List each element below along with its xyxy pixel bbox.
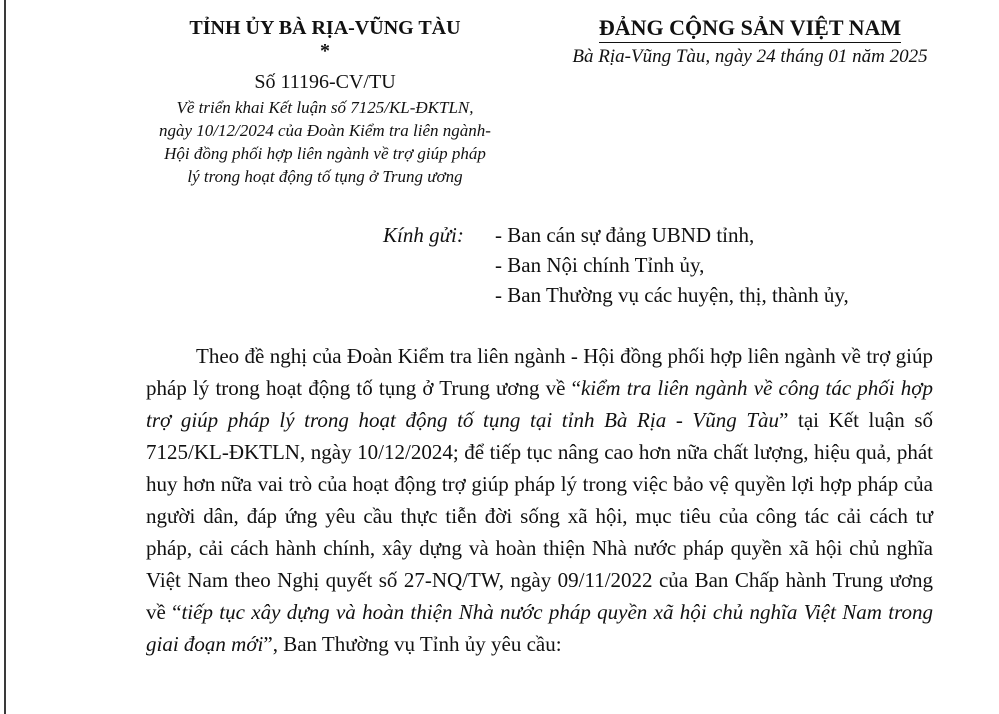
issuer-star: * (320, 40, 330, 62)
body-paragraph (146, 340, 933, 660)
body-quote: tiếp tục xây dựng và hoàn thiện Nhà nước pháp quyền xã hội chủ nghĩa Việt Nam trong giai đoạn mới (146, 600, 933, 656)
body-text-run: ”, Ban Thường vụ Tỉnh ủy yêu cầu: (263, 632, 562, 656)
document-body (146, 340, 933, 660)
recipients-label: Kính gửi: (383, 223, 464, 247)
recipient-item: - Ban cán sự đảng UBND tỉnh, (495, 223, 755, 247)
party-block (535, 14, 965, 71)
document-subject (120, 96, 530, 188)
subject-line: ngày 10/12/2024 của Đoàn Kiểm tra liên ngành- (159, 121, 491, 140)
subject-line: Về triển khai Kết luận số 7125/KL-ĐKTLN, (176, 98, 474, 117)
document-number: Số 11196-CV/TU (254, 71, 396, 93)
body-text-run: Theo đề nghị của Đoàn Kiểm tra liên ngành - Hội đồng phối hợp liên ngành về trợ giúp pháp lý trong hoạt động tố tụng ở Trung ương về “ (146, 344, 933, 400)
subject-line: lý trong hoạt động tố tụng ở Trung ương (187, 167, 463, 186)
place-date: Bà Rịa-Vũng Tàu, ngày 24 tháng 01 năm 2025 (572, 46, 928, 67)
recipients (383, 220, 983, 310)
page-edge (4, 0, 6, 714)
body-text-run: ” tại Kết luận số 7125/KL-ĐKTLN, ngày 10/12/2024; để tiếp tục nâng cao hơn nữa chất lượng, hiệu quả, phát huy hơn nữa vai trò của hoạt động trợ giúp pháp lý trong việc bảo vệ quyền lợi hợp pháp của người dân, đáp ứng yêu cầu thực tiễn đời sống xã hội, mục tiêu của công tác cải cách tư pháp, cải cách hành chính, xây dựng và hoàn thiện Nhà nước pháp quyền xã hội chủ nghĩa Việt Nam theo Nghị quyết số 27-NQ/TW, ngày 09/11/2022 của Ban Chấp hành Trung ương về “ (146, 408, 933, 624)
issuer-name: TỈNH ỦY BÀ RỊA-VŨNG TÀU (189, 17, 461, 39)
recipient-item: - Ban Thường vụ các huyện, thị, thành ủy, (495, 283, 849, 307)
issuer-block (120, 14, 530, 188)
recipients-first-row (383, 220, 983, 250)
subject-line: Hội đồng phối hợp liên ngành về trợ giúp pháp (164, 144, 486, 163)
body-quote: kiểm tra liên ngành về công tác phối hợp trợ giúp pháp lý trong hoạt động tố tụng tại tỉnh Bà Rịa - Vũng Tàu (146, 376, 933, 432)
recipient-item: - Ban Nội chính Tỉnh ủy, (495, 253, 705, 277)
party-name: ĐẢNG CỘNG SẢN VIỆT NAM (599, 14, 901, 43)
